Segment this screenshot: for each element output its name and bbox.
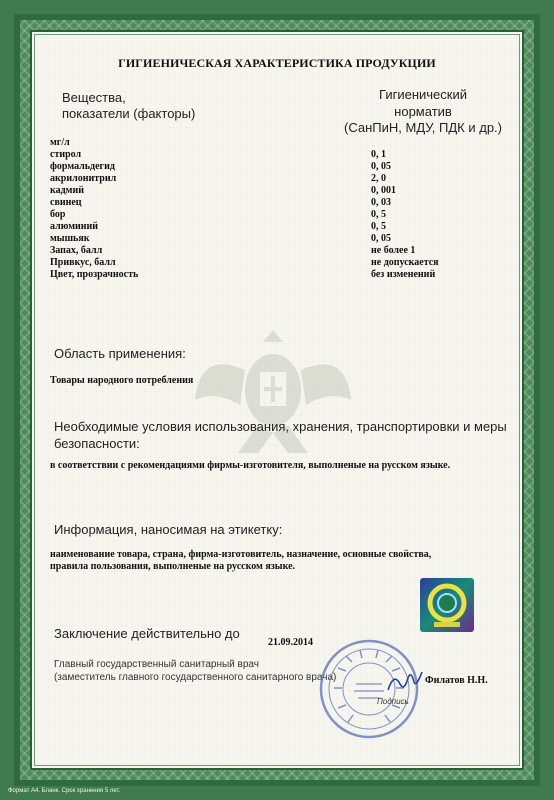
form-footer-note: Формат А4. Бланк. Срок хранения 5 лет. (8, 788, 121, 794)
label-info-value-line2: правила пользования, выполненые на русском языке. (50, 561, 296, 572)
table-row-name: Запах, балл (50, 245, 103, 256)
table-row-name: кадмий (50, 185, 85, 196)
table-row-name: акрилонитрил (50, 173, 117, 184)
chief-doctor-title: Главный государственный санитарный врач (54, 659, 259, 670)
label-info-value-line1: наименование товара, страна, фирма-изготовитель, назначение, основные свойства, (50, 549, 432, 560)
table-row-name: Привкус, балл (50, 257, 116, 268)
norm-header-line2: норматив (394, 104, 452, 119)
table-row-value: 0, 1 (371, 149, 386, 160)
document-title: ГИГИЕНИЧЕСКАЯ ХАРАКТЕРИСТИКА ПРОДУКЦИИ (118, 56, 436, 70)
substances-header-line1: Вещества, (62, 90, 126, 105)
table-row-name: бор (50, 209, 66, 220)
handwritten-signature-icon (384, 668, 424, 696)
table-row-value: 0, 05 (371, 233, 391, 244)
deputy-doctor-title: (заместитель главного государственного санитарного врача) (54, 672, 337, 683)
table-row-name: мг/л (50, 137, 70, 148)
hologram-seal-icon (420, 578, 474, 632)
table-row-value: не более 1 (371, 245, 416, 256)
table-row-name: стирол (50, 149, 82, 160)
table-row-name: алюминий (50, 221, 99, 232)
table-row-name: Цвет, прозрачность (50, 269, 139, 280)
validity-label: Заключение действительно до (54, 626, 240, 641)
table-row-value: 0, 5 (371, 221, 386, 232)
table-row-name: формальдегид (50, 161, 115, 172)
substances-header-line2: показатели (факторы) (62, 106, 196, 121)
coat-of-arms-watermark-icon (188, 310, 358, 460)
conditions-label-line2: безопасности: (54, 436, 140, 451)
signer-name: Филатов Н.Н. (425, 675, 488, 686)
table-row-value: без изменений (371, 269, 436, 280)
norm-header-line3: (СанПиН, МДУ, ПДК и др.) (344, 120, 502, 135)
scope-label: Область применения: (54, 346, 186, 361)
table-row-name: свинец (50, 197, 82, 208)
label-info-label: Информация, наносимая на этикетку: (54, 522, 283, 537)
scope-value: Товары народного потребления (50, 375, 194, 386)
validity-date: 21.09.2014 (268, 637, 313, 648)
table-row-value: 2, 0 (371, 173, 386, 184)
table-row-value: 0, 001 (371, 185, 396, 196)
signature-caption: Подпись (377, 697, 409, 706)
table-row-name: мышьяк (50, 233, 90, 244)
conditions-value: в соответствии с рекомендациями фирмы-изготовителя, выполненые на русском языке. (50, 460, 451, 471)
norm-header-line1: Гигиенический (379, 87, 467, 102)
table-row-value: не допускается (371, 257, 439, 268)
table-row-value: 0, 03 (371, 197, 391, 208)
table-row-value: 0, 5 (371, 209, 386, 220)
table-row-value: 0, 05 (371, 161, 391, 172)
conditions-label-line1: Необходимые условия использования, хранения, транспортировки и меры (54, 419, 507, 434)
